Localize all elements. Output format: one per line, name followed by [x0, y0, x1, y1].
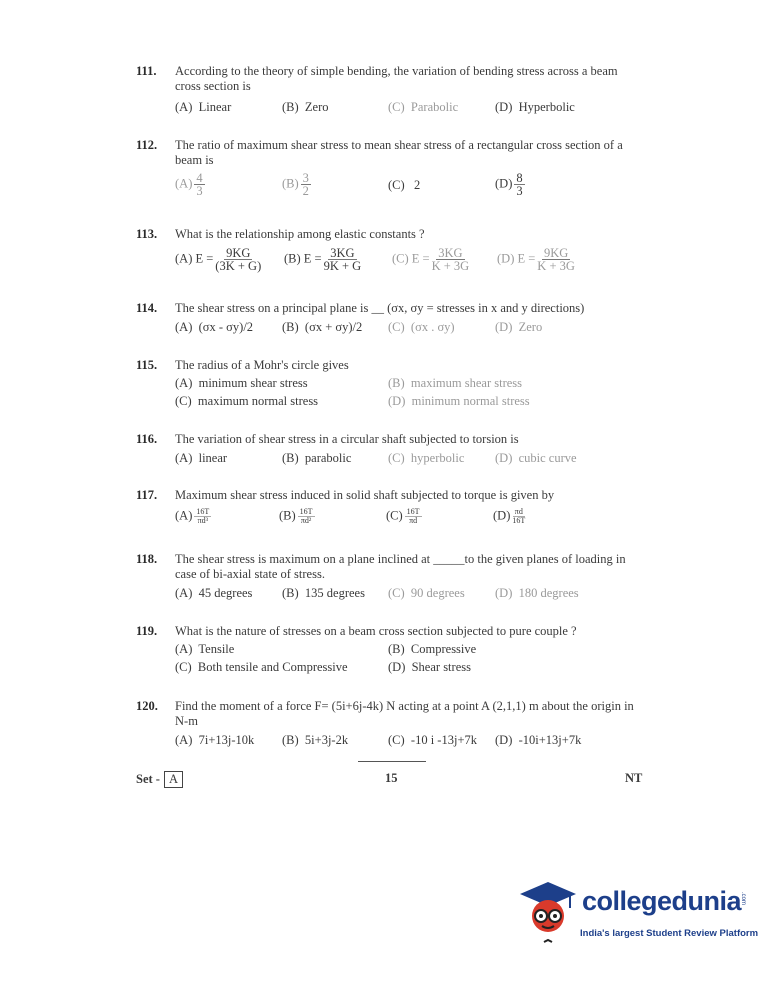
question-number: 113.: [136, 227, 158, 241]
option-a: (A) Tensile: [175, 642, 235, 656]
option-b: (B) 135 degrees: [282, 586, 365, 600]
option-a: (A) Linear: [175, 100, 232, 114]
option-a: (A) 45 degrees: [175, 586, 253, 600]
option-d: (D) E = $\frac{9KG}{K + 3G}$: [497, 246, 575, 273]
option-a: (A) (σx - σy)/2: [175, 320, 254, 334]
option-c: (C) 90 degrees: [388, 586, 465, 600]
option-c: (C) Parabolic: [388, 100, 459, 114]
question-text: The ratio of maximum shear stress to mean shear stress of a rectangular cross section of a beam is: [175, 138, 623, 167]
option-c: (C) maximum normal stress: [175, 394, 319, 408]
option-d: (D) -10i+13j+7k: [495, 733, 582, 747]
option-b: (B) parabolic: [282, 451, 352, 465]
question-number: 114.: [136, 301, 158, 315]
question-text: The shear stress is maximum on a plane inclined at _____to the given planes of loading in case of bi-axial state of stress.: [175, 552, 626, 581]
option-d: (D) cubic curve: [495, 451, 577, 465]
option-c: (C) -10 i -13j+7k: [388, 733, 477, 747]
question-number: 117.: [136, 488, 158, 502]
option-d: (D) Hyperbolic: [495, 100, 575, 114]
set-box: A: [164, 771, 183, 788]
option-a: (A) 7i+13j-10k: [175, 733, 255, 747]
question-text: The variation of shear stress in a circular shaft subjected to torsion is: [175, 432, 519, 446]
option-d: (D) minimum normal stress: [388, 394, 530, 408]
option-d: (D) Shear stress: [388, 660, 471, 674]
option-b: (B) maximum shear stress: [388, 376, 523, 390]
collegedunia-logo: [518, 880, 759, 950]
question-text: Maximum shear stress induced in solid shaft subjected to torque is given by: [175, 488, 555, 502]
question-number: 120.: [136, 699, 158, 713]
option-d: (D) $\frac{\pi d}{16T}$: [493, 507, 526, 525]
question-text: Find the moment of a force F= (5i+6j-4k) N acting at a point A (2,1,1) m about the origin in N-m: [175, 699, 634, 728]
option-c: (C) 2: [388, 178, 421, 192]
question-number: 119.: [136, 624, 158, 638]
question-text: What is the relationship among elastic constants ?: [175, 227, 425, 241]
option-b: (B) (σx + σy)/2: [282, 320, 363, 334]
mascot-icon: [518, 880, 578, 950]
question-number: 118.: [136, 552, 158, 566]
question-text: The radius of a Mohr's circle gives: [175, 358, 349, 372]
option-b: (B) 5i+3j-2k: [282, 733, 349, 747]
question-text: The shear stress on a principal plane is __ (σx, σy = stresses in x and y directions): [175, 301, 585, 315]
option-b: (B) Compressive: [388, 642, 477, 656]
option-a: (A) minimum shear stress: [175, 376, 308, 390]
option-c: (C) hyperbolic: [388, 451, 465, 465]
option-d: (D) $\frac{8}{3}$: [495, 171, 523, 198]
option-c: (C) (σx . σy): [388, 320, 455, 334]
option-a: (A) E = $\frac{9KG}{(3K + G)}$: [175, 246, 262, 273]
question-number: 116.: [136, 432, 158, 446]
divider: [358, 761, 426, 762]
option-c: (C) Both tensile and Compressive: [175, 660, 348, 674]
option-a: (A) $\frac{16T}{\text{πd³}}$: [175, 507, 210, 525]
option-c: (C) E = $\frac{3KG}{K + 3G}$: [392, 246, 470, 273]
paper-code: NT: [625, 771, 643, 785]
option-d: (D) 180 degrees: [495, 586, 579, 600]
option-b: (B) E = $\frac{3KG}{9K + G}$: [284, 246, 362, 273]
question-text: According to the theory of simple bending, the variation of bending stress across a beam cross section is: [175, 64, 618, 93]
set-label: Set - A: [136, 771, 183, 788]
option-c: (C) $\frac{16T}{\pi d}$: [386, 507, 420, 525]
brand-tagline: India's largest Student Review Platform: [580, 928, 759, 939]
question-text: What is the nature of stresses on a beam cross section subjected to pure couple ?: [175, 624, 577, 638]
page-number: 15: [385, 771, 398, 785]
option-b: (B) Zero: [282, 100, 329, 114]
brand-name: collegedunia: [582, 886, 742, 916]
option-d: (D) Zero: [495, 320, 543, 334]
option-a: (A) linear: [175, 451, 228, 465]
option-b: (B) $\frac{16T}{\text{πd²}}$: [279, 507, 313, 525]
question-number: 112.: [136, 138, 158, 152]
question-number: 111.: [136, 64, 157, 78]
option-b: (B) $\frac{3}{2}$: [282, 171, 309, 198]
brand-domain: .com: [740, 892, 746, 906]
question-number: 115.: [136, 358, 158, 372]
option-a: (A) $\frac{4}{3}$: [175, 171, 203, 198]
